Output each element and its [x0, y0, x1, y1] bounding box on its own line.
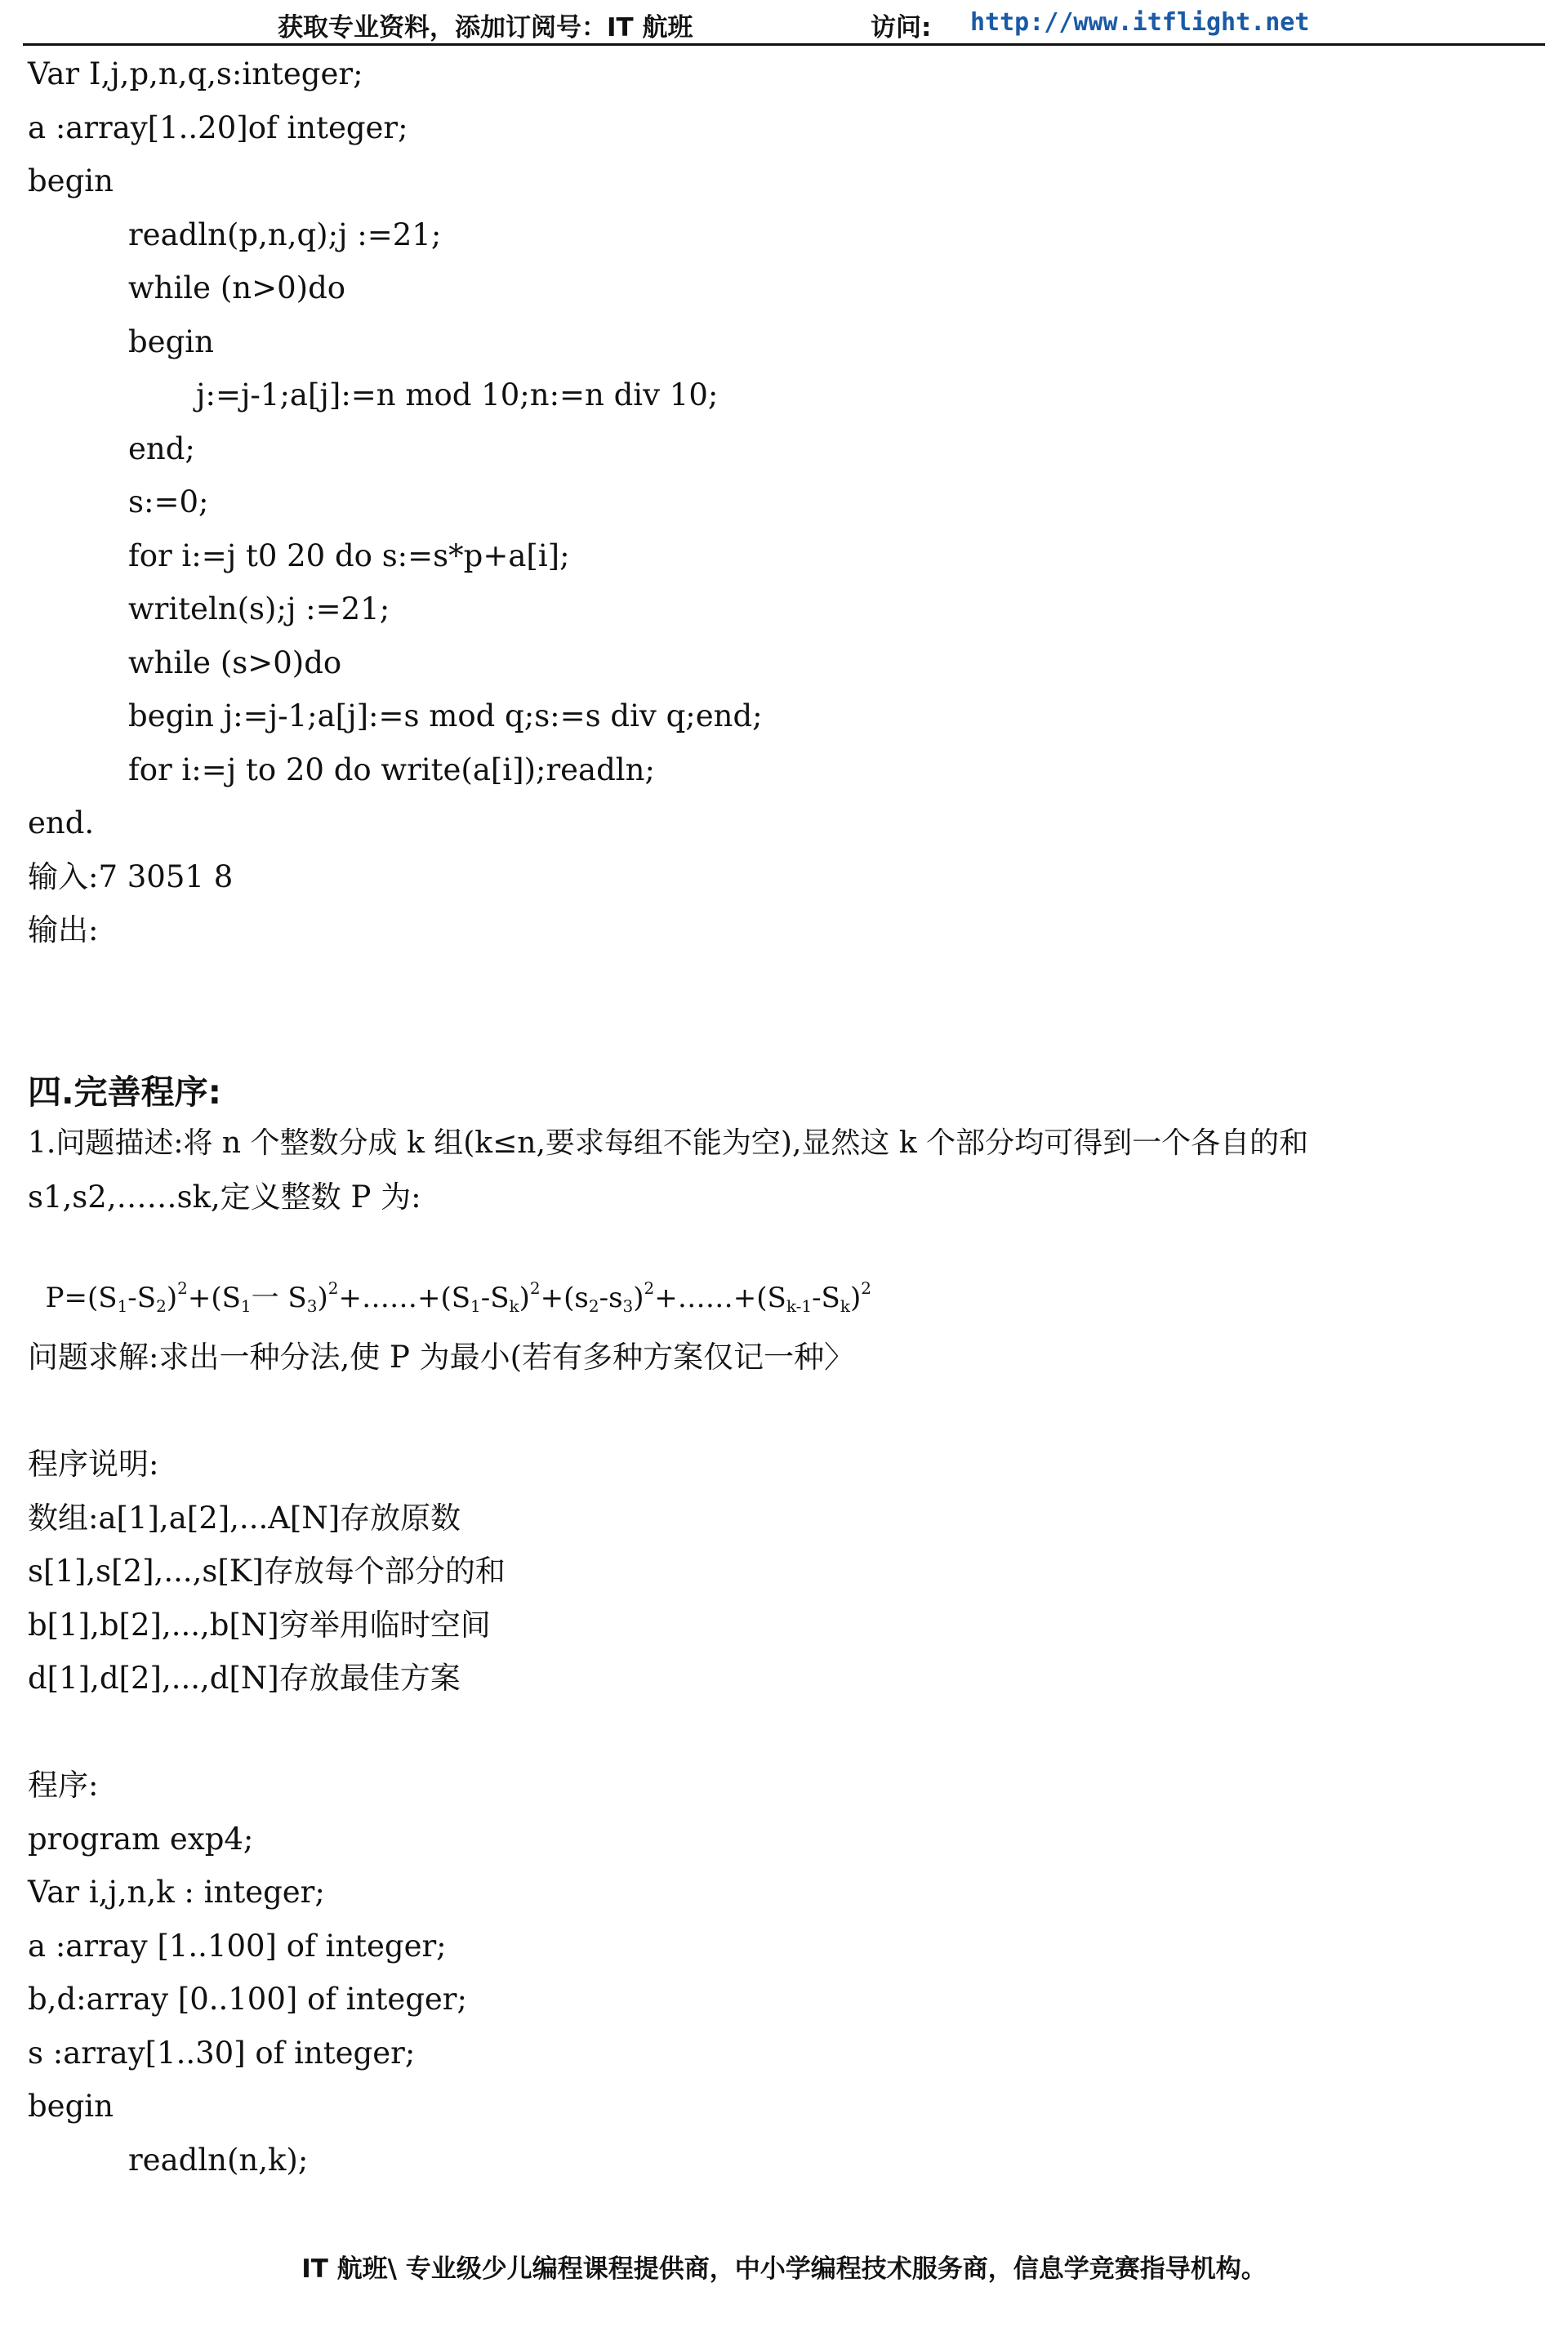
code-line: for i:=j to 20 do write(a[i]);readln;	[128, 752, 655, 787]
header-brand: 获取专业资料，添加订阅号：IT 航班	[278, 13, 693, 42]
program-title: 程序:	[28, 1768, 99, 1803]
explain-item: s[1],s[2],...,s[K]存放每个部分的和	[28, 1554, 506, 1589]
code-line: a :array [1..100] of integer;	[28, 1928, 447, 1964]
input-line: 输入:7 3051 8	[28, 859, 234, 894]
code-line: begin	[28, 2089, 114, 2124]
page-footer: IT 航班\ 专业级少儿编程课程提供商，中小学编程技术服务商，信息学竞赛指导机构。	[301, 2254, 1267, 2284]
problem-solve: 问题求解:求出一种分法,使 P 为最小(若有多种方案仅记一种〉	[28, 1340, 855, 1375]
output-line: 输出:	[28, 912, 99, 948]
page-header	[0, 0, 1568, 46]
code-line: while (s>0)do	[128, 645, 342, 680]
explain-item: d[1],d[2],...,d[N]存放最佳方案	[28, 1661, 461, 1696]
code-line: a :array[1..20]of integer;	[28, 110, 408, 145]
explain-item: b[1],b[2],...,b[N]穷举用临时空间	[28, 1607, 491, 1643]
header-divider	[23, 43, 1545, 46]
code-line: Var I,j,p,n,q,s:integer;	[28, 56, 363, 91]
code-line: j:=j-1;a[j]:=n mod 10;n:=n div 10;	[196, 377, 719, 412]
code-line: while (n>0)do	[128, 270, 346, 305]
code-line: begin	[128, 324, 214, 359]
p-formula: $P=(S_1-S_2)^2+(S_1$一 $S_3)^2+\dots\dots+(S_1-S_k)^2+(s_2-s_3)^2+\dots\dots+(S_{k-1}-S_k)^2$	[45, 1278, 871, 1316]
header-url-link[interactable]: http://www.itflight.net	[970, 8, 1310, 37]
header-visit-label: 访问:	[871, 13, 932, 42]
code-line: s :array[1..30] of integer;	[28, 2035, 416, 2071]
code-line: writeln(s);j :=21;	[128, 591, 390, 626]
problem-description-cont: s1,s2,……sk,定义整数 P 为:	[28, 1179, 421, 1215]
code-line: for i:=j t0 20 do s:=s*p+a[i];	[128, 538, 570, 573]
code-line: end.	[28, 805, 95, 841]
problem-description: 1.问题描述:将 n 个整数分成 k 组(k≤n,要求每组不能为空),显然这 k 个部分均可得到一个各自的和	[28, 1126, 1309, 1160]
code-line: Var i,j,n,k : integer;	[28, 1875, 325, 1910]
code-line: begin j:=j-1;a[j]:=s mod q;s:=s div q;end;	[128, 698, 763, 733]
code-line: begin	[28, 163, 114, 198]
explain-item: 数组:a[1],a[2],...A[N]存放原数	[28, 1500, 461, 1536]
code-line: program exp4;	[28, 1821, 254, 1857]
explain-title: 程序说明:	[28, 1447, 159, 1482]
code-line: end;	[128, 431, 195, 466]
code-line: readln(n,k);	[128, 2142, 309, 2178]
section-title: 四.完善程序:	[28, 1072, 221, 1112]
code-line: readln(p,n,q);j :=21;	[128, 217, 442, 252]
code-line: b,d:array [0..100] of integer;	[28, 1982, 467, 2017]
code-line: s:=0;	[128, 484, 209, 519]
